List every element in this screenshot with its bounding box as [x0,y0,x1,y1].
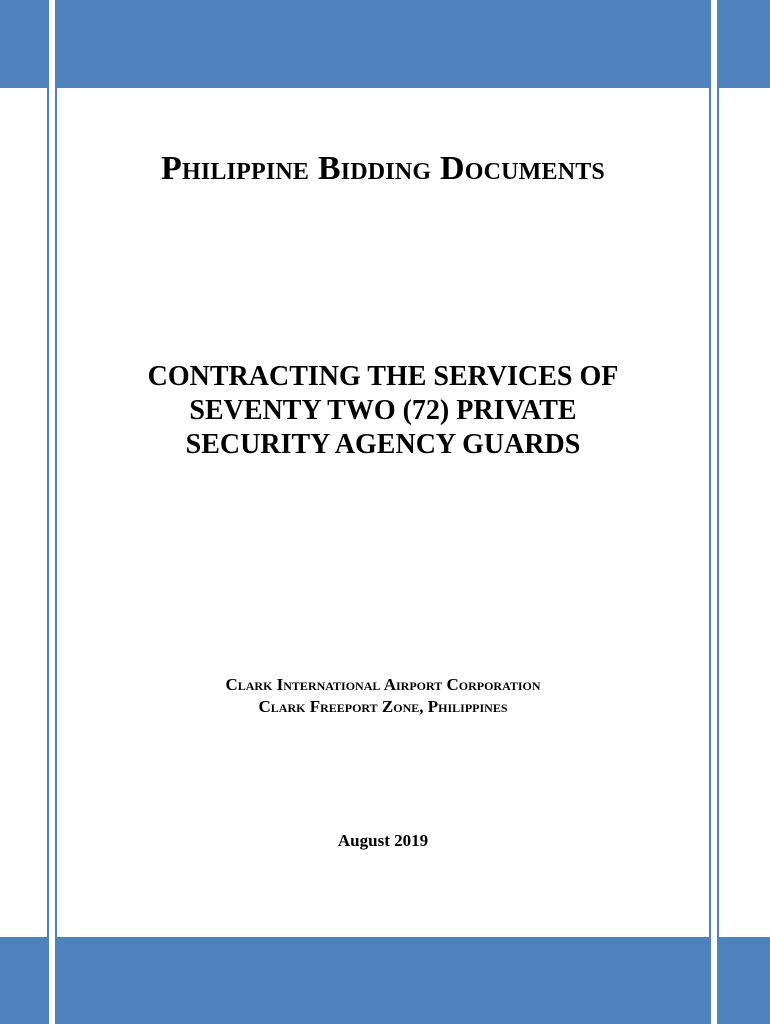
right-outer-rule [717,0,719,1024]
project-title-line: SECURITY AGENCY GUARDS [185,429,581,460]
document-date: August 2019 [337,831,429,850]
project-title-line: CONTRACTING THE SERVICES OF [147,361,619,392]
organization-location: Clark Freeport Zone, Philippines [258,697,508,716]
organization-name: Clark International Airport Corporation [225,675,541,694]
project-title-line: SEVENTY TWO (72) PRIVATE [189,395,577,426]
issuing-organization [57,674,709,718]
top-left-accent-block [0,0,47,88]
bottom-banner [57,937,709,1024]
project-title [57,360,709,462]
top-banner [57,0,709,88]
top-right-accent-block [719,0,770,88]
bottom-right-accent-block [719,937,770,1024]
bottom-left-accent-block [0,937,47,1024]
document-title: Philippine Bidding Documents [161,150,605,187]
right-inner-rule [709,0,711,1024]
left-outer-rule [47,0,49,1024]
